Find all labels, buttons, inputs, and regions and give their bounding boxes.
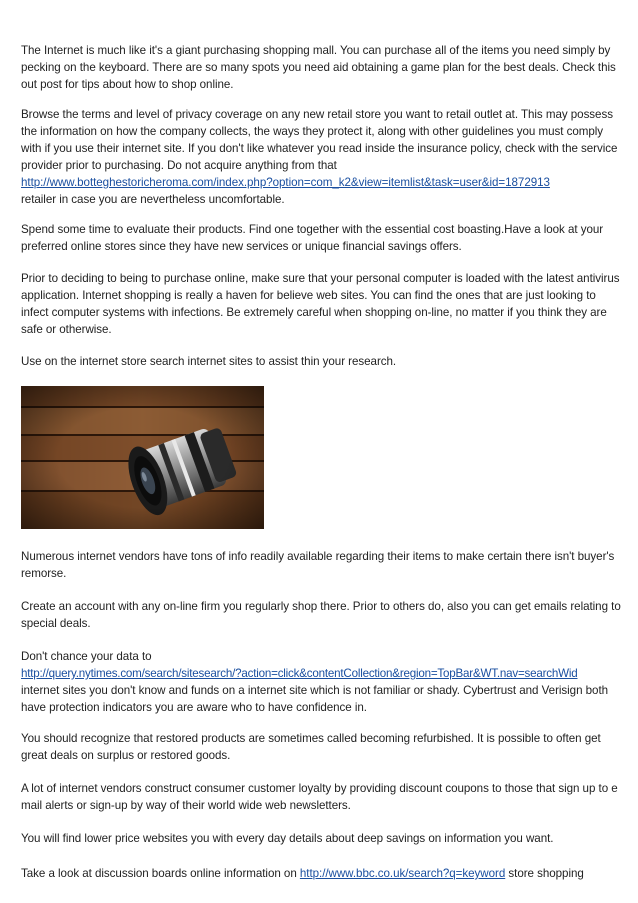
link-nytimes[interactable]: http://query.nytimes.com/search/sitesearch/?action=click&contentCollection&region=TopBar&WT.nav=searchWid: [21, 667, 578, 680]
paragraph-search-sites: Use on the internet store search internet sites to assist thin your research.: [21, 355, 397, 368]
paragraph-intro: The Internet is much like it's a giant purchasing shopping mall. You can purchase all of the items you need simply by pecking on the keyboard. There are so many spots you need aid obtaining a game plan for the best deals. Check this out post for tips about how to shop online.: [21, 44, 616, 91]
link-bbc[interactable]: http://www.bbc.co.uk/search?q=keyword: [299, 867, 506, 880]
paragraph-antivirus: Prior to deciding to being to purchase online, make sure that your personal computer is loaded with the latest antivirus application. Internet shopping is really a haven for believe web sites. You can find the ones that are just looking to infect computer systems with infections. Be extremely careful when shopping on-line, no matter if you think they are safe or otherwise.: [21, 272, 620, 336]
paragraph-discussion-text: Take a look at discussion boards online information on: [21, 867, 297, 880]
paragraph-create-account: Create an account with any on-line firm you regularly shop there. Prior to others do, also you can get emails relating to special deals.: [21, 600, 621, 630]
paragraph-data-safety-tail: internet sites you don't know and funds on a internet site which is not familiar or shady. Cybertrust and Verisign both have protection indicators you are aware who to have confidence in.: [21, 684, 609, 714]
paragraph-vendors-info: Numerous internet vendors have tons of info readily available regarding their items to make certain there isn't buyer's remorse.: [21, 550, 615, 580]
paragraph-refurbished: You should recognize that restored products are sometimes called becoming refurbished. It is possible to often get great deals on surplus or restored goods.: [21, 732, 601, 762]
paragraph-discount-sites: You will find lower price websites you with every day details about deep savings on information you want.: [21, 832, 554, 845]
paragraph-evaluate: Spend some time to evaluate their products. Find one together with the essential cost boasting.Have a look at your preferred online stores since they have new services or unique financial savings offers.: [21, 223, 604, 253]
paragraph-data-safety: [21, 648, 621, 716]
paragraph-privacy-tail: retailer in case you are nevertheless uncomfortable.: [21, 193, 285, 206]
paragraph-discussion-tail: store shopping: [508, 867, 584, 880]
paragraph-privacy: [21, 106, 621, 208]
paragraph-data-safety-text: Don't chance your data to: [21, 650, 152, 663]
paragraph-privacy-text: Browse the terms and level of privacy coverage on any new retail store you want to retail outlet at. This may possess the information on how the company collects, the ways they protect it, along with other guidelines you must comply with if you use their internet site. If you don't like whatever you read inside the insurance policy, check with the service provider prior to purchasing. Do not acquire anything from that: [21, 108, 618, 172]
camera-lens-photo: [21, 386, 264, 529]
link-botteghe[interactable]: http://www.botteghestoricheroma.com/index.php?option=com_k2&view=itemlist&task=user&id=1872913: [21, 176, 550, 189]
paragraph-loyalty: A lot of internet vendors construct consumer customer loyalty by providing discount coupons to those that sign up to e mail alerts or sign-up by way of their world wide web newsletters.: [21, 782, 618, 812]
paragraph-discussion-boards: [21, 865, 621, 882]
